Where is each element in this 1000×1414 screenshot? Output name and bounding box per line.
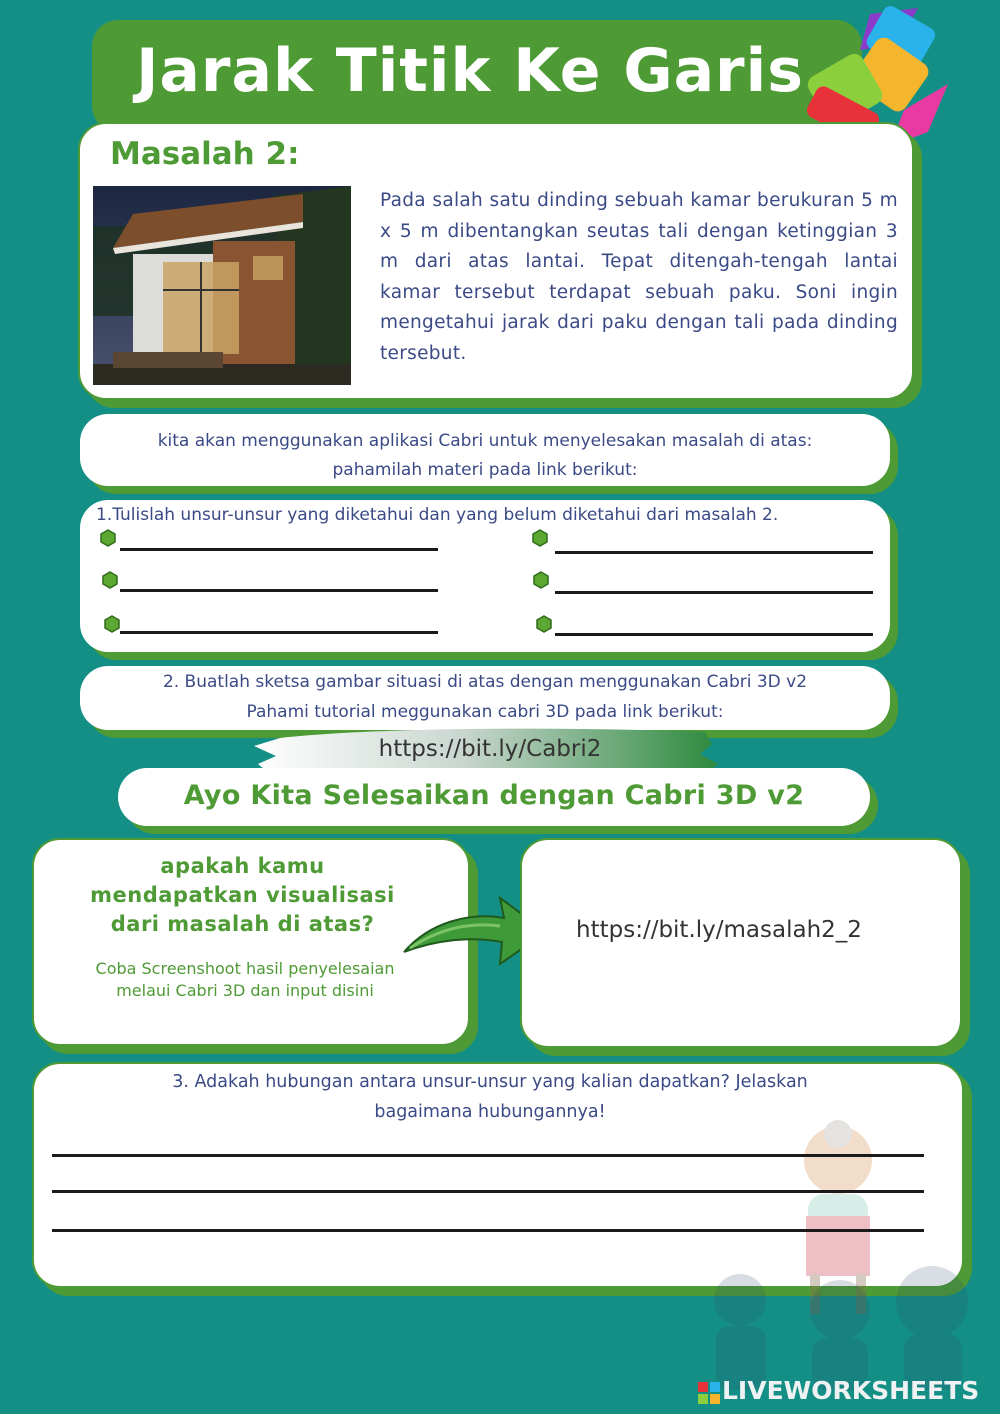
problem-text: Pada salah satu dinding sebuah kamar berukuran 5 m x 5 m dibentangkan seutas tali dengan ketinggian 3 m dari atas lantai. Tepat ditengah-tengah lantai kamar tersebut terdapat sebuah paku. Soni ingin mengetahui jarak dari paku dengan tali pada dinding tersebut. [380,190,898,364]
question-2-line-2: Pahami tutorial meggunakan cabri 3D pada link berikut: [246,702,724,722]
question-3-line-2: bagaimana hubungannya! [374,1102,606,1122]
bullet-icon [99,529,117,547]
section-title: Ayo Kita Selesaikan dengan Cabri 3D v2 [183,780,805,811]
bullet-icon [531,529,549,547]
visualization-question-line-3: dari masalah di atas? [110,912,375,936]
footer-brand[interactable]: LIVEWORKSHEETS [722,1376,980,1405]
tutorial-link[interactable]: https://bit.ly/Cabri2 [378,736,602,762]
page-title: Jarak Titik Ke Garis [136,36,804,106]
question-2-text [80,667,890,727]
question-3-line-1: 3. Adakah hubungan antara unsur-unsur yang kalian dapatkan? Jelaskan [172,1072,808,1092]
bullet-icon [103,615,121,633]
intro-line-2: pahamilah materi pada link berikut: [332,460,638,480]
question-1-text: 1.Tulislah unsur-unsur yang diketahui dan yang belum diketahui dari masalah 2. [96,505,779,525]
visualization-note [50,958,440,1002]
visualization-note-line-2: melaui Cabri 3D dan input disini [116,981,374,1000]
answer-field-6[interactable] [555,633,873,636]
visualization-question [70,852,415,939]
children-illustration-icon [700,1120,1000,1390]
intro-text [80,427,890,485]
bullet-icon [101,571,119,589]
problem-heading: Masalah 2: [110,136,300,172]
visualization-question-line-1: apakah kamu [160,854,325,878]
answer-field-3[interactable] [120,631,438,634]
explanation-line-2[interactable] [52,1190,924,1193]
question-2-line-1: 2. Buatlah sketsa gambar situasi di atas dengan menggunakan Cabri 3D v2 [162,672,808,692]
bullet-icon [535,615,553,633]
question-3-text [60,1067,920,1127]
house-photo [93,186,351,385]
visualization-question-line-2: mendapatkan visualisasi [90,883,395,907]
answer-field-2[interactable] [120,589,438,592]
visualization-note-line-1: Coba Screenshoot hasil penyelesaian [95,959,395,978]
answer-upload-card[interactable] [520,838,962,1048]
explanation-line-3[interactable] [52,1229,924,1232]
explanation-line-1[interactable] [52,1154,924,1157]
intro-line-1: kita akan menggunakan aplikasi Cabri untuk menyelesakan masalah di atas: [157,431,813,451]
liveworksheets-logo-icon [698,1382,720,1404]
problem-link[interactable]: https://bit.ly/masalah2_2 [576,917,862,943]
answer-field-1[interactable] [120,548,438,551]
bullet-icon [532,571,550,589]
answer-field-5[interactable] [555,591,873,594]
answer-field-4[interactable] [555,551,873,554]
